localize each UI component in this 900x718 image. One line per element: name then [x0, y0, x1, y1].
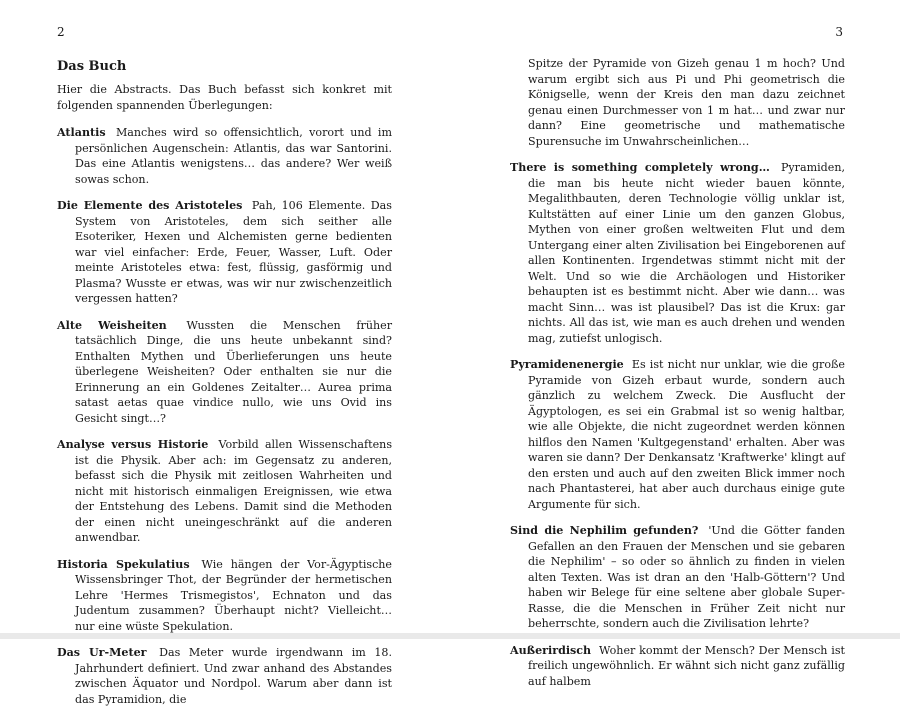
entry-text: Wussten die Menschen früher tatsächlich Dinge, die uns heute unbekannt sind? Enthalten Mythen und Überlieferungen uns heute überlegene Weisheiten? Oder enthalten sie nur die Erinnerung an ein Goldenes Zeitalter… Aurea prima satast aetas quae vindice nullo, wie uns Ovid ins Gesicht singt…? — [75, 318, 392, 425]
entry-term: Atlantis — [57, 126, 106, 139]
entry-text: Das Meter wurde irgendwann im 18. Jahrhundert definiert. Und zwar anhand des Abstandes zwischen Äquator und Nordpol. Warum aber dann ist das Pyramidion, die — [75, 646, 393, 706]
section-title: Das Buch — [57, 59, 127, 74]
left-page — [0, 0, 450, 706]
page-bottom-edge — [0, 633, 900, 639]
entry-text: Woher kommt der Mensch? Der Mensch ist freilich ungewöhnlich. Er wähnt sich nicht ganz zufällig auf halbem — [528, 643, 845, 688]
entry-pyramidenenergie — [510, 357, 845, 512]
page-number-right: 3 — [835, 25, 843, 39]
entry-alte-weisheiten — [57, 318, 392, 427]
continuation-paragraph: Spitze der Pyramide von Gizeh genau 1 m hoch? Und warum ergibt sich aus Pi und Phi geometrisch die Königselle, wenn der Kreis den man dazu zeichnet genau einen Durchmesser von 1 m hat… und zwar nur dann? Eine geometrische und mathematische Spurensuche im Unwahrscheinlichen… — [528, 57, 845, 148]
entry-term: Außerirdisch — [510, 643, 592, 657]
entry-something-wrong — [510, 160, 845, 346]
entry-term: Alte Weisheiten — [57, 318, 167, 332]
entry-text: Es ist nicht nur unklar, wie die große Pyramide von Gizeh erbaut wurde, sondern auch gänzlich zu welchem Zweck. Die Ausflucht der Ägyptologen, es sei ein Grabmal ist so wenig haltbar, wie alle Objekte, die nicht zugeordnet werden können hilflos den Namen 'Kultgegenstand' erhalten. Aber was waren sie dann? Der Denkansatz 'Kraftwerke' klingt auf den ersten und auch auf den zweiten Blick immer noch nach Phantasterei, hat aber auch durchaus einige gute Argumente für sich. — [528, 358, 846, 511]
intro-paragraph: Hier die Abstracts. Das Buch befasst sich konkret mit folgenden spannenden Überlegungen: — [57, 83, 392, 112]
left-column — [57, 58, 392, 718]
entry-analyse — [57, 437, 392, 546]
entry-text: 'Und die Götter fanden Gefallen an den Frauen der Menschen und sie gebaren die Nephilim' – so oder so ähnlich zu finden in vielen alten Texten. Was ist dran an den 'Halb-Göttern'? Und haben wir Belege für eine seltene aber globale Super-Rasse, die die Menschen in Früher Zeit nicht nur beherrschte, sondern auch die Zivilisation lehrte? — [528, 524, 845, 630]
entry-term: Historia Spekulatius — [57, 557, 190, 571]
entry-text: Pyramiden, die man bis heute nicht wieder bauen könnte, Megalithbauten, deren Technologie völlig unklar ist, Kultstätten auf einer Linie um den ganzen Globus, Mythen von einer großen weltweiten Flut und dem Untergang einer alten Zivilisation bei Eingeborenen auf allen Kontinenten. Irgendetwas stimmt nicht mit der Welt. Und so wie die Archäologen und Historiker behaupten ist es bestimmt nicht. Aber wie dann… was macht Sinn… was ist plausibel? Das ist die Krux: gar nichts. All das ist, wie man es auch drehen und wenden mag, zutiefst unlogisch. — [528, 161, 845, 345]
entry-text: Vorbild allen Wissenschaftens ist die Physik. Aber ach: im Gegensatz zu anderen, befasst sich die Physik mit zeitlosen Wahrheiten und nicht mit historisch einmaligen Ereignissen, wie etwa der Entstehung des Lebens. Damit sind die Methoden der einen nicht uneingeschränkt auf die anderen anwendbar. — [75, 438, 393, 544]
entry-historia — [57, 557, 392, 635]
entry-text: Wie hängen der Vor-Ägyptische Wissensbringer Thot, der Begründer der hermetischen Lehre 'Hermes Trismegistos', Echnaton und das Judentum zusammen? Überhaupt nicht? Vielleicht… nur eine wüste Spekulation. — [75, 557, 392, 633]
entry-term: There is something completely wrong… — [510, 161, 770, 174]
entry-term: Die Elemente des Aristoteles — [57, 199, 243, 212]
entry-text: Manches wird so offensichtlich, vorort und im persönlichen Augenschein: Atlantis, das war Santorini. Das eine Atlantis wenigstens… das andere? Wer weiß sowas schon. — [75, 126, 392, 186]
entry-elemente — [57, 198, 392, 307]
entry-atlantis — [57, 125, 392, 187]
entry-term: Analyse versus Historie — [57, 438, 209, 451]
entry-nephilim — [510, 523, 845, 632]
entry-ausserirdisch — [510, 643, 845, 690]
entry-term: Sind die Nephilim gefunden? — [510, 524, 699, 537]
entry-text: Pah, 106 Elemente. Das System von Aristoteles, dem sich seither alle Esoteriker, Hexen und Alchemisten gerne bedienten war viel einfacher: Erde, Feuer, Wasser, Luft. Oder meinte Aristoteles etwa: fest, flüssig, gasförmig und Plasma? Wusste er etwas, was wir nur zwischenzeitlich vergessen hatten? — [75, 199, 392, 305]
right-column — [510, 56, 845, 700]
entry-term: Das Ur-Meter — [57, 646, 147, 659]
right-page — [450, 0, 900, 688]
page-number-left: 2 — [57, 25, 65, 39]
entry-ur-meter — [57, 645, 392, 707]
entry-term: Pyramidenenergie — [510, 358, 624, 371]
